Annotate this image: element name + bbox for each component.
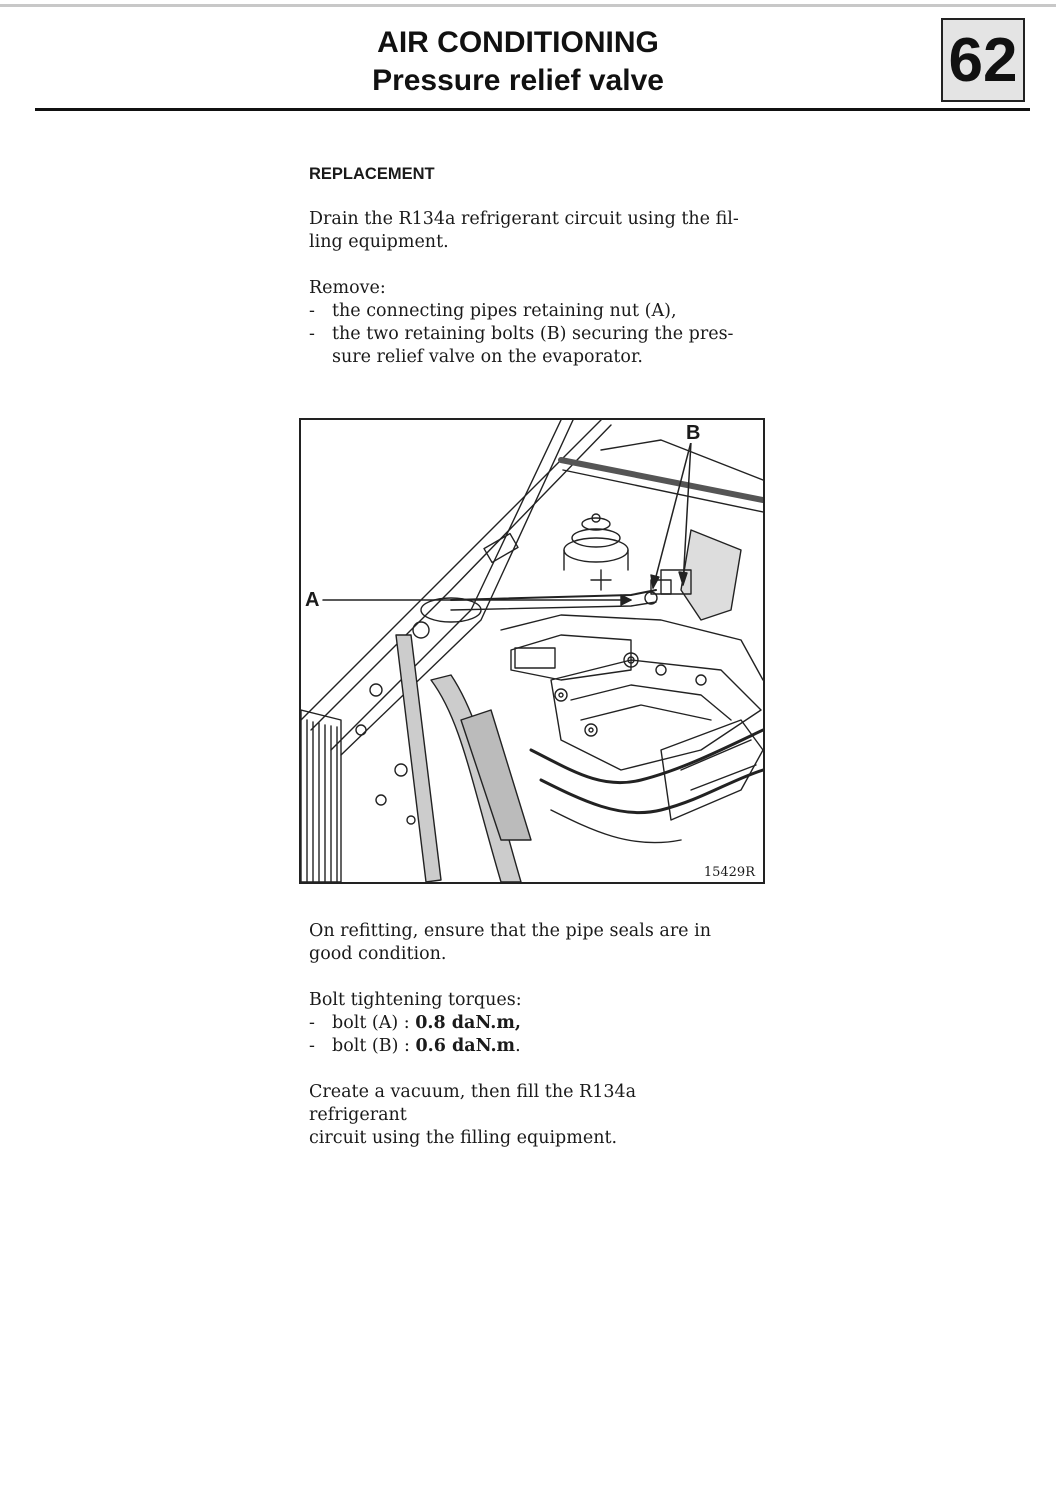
refit-line-1: On refitting, ensure that the pipe seals are in [309,921,711,941]
remove-intro: Remove: [309,278,386,298]
page-header [268,24,768,100]
list-item [309,1035,739,1058]
top-border [0,4,1056,7]
torque-intro: Bolt tightening torques: [309,990,522,1010]
torque-label: bolt (A) : [332,1013,416,1033]
refitting-section [309,920,739,1150]
refit-instruction [309,920,739,966]
list-dash: - [309,324,315,344]
section-heading: REPLACEMENT [309,165,435,183]
engine-bay-drawing [301,420,763,882]
torque-label: bolt (B) : [332,1036,416,1056]
vacuum-line-2: circuit using the filling equipment. [309,1128,618,1148]
header-divider [35,108,1030,111]
figure-reference: 15429R [703,865,755,880]
drain-line-1: Drain the R134a refrigerant circuit using the fil- [309,209,739,229]
list-item-text: sure relief valve on the evaporator. [332,347,643,367]
chapter-title: AIR CONDITIONING [377,26,659,59]
drain-line-2: ling equipment. [309,232,449,252]
refit-line-2: good condition. [309,944,447,964]
replacement-section [309,163,739,369]
list-item [309,323,739,369]
torque-value: 0.8 daN.m, [415,1013,521,1033]
vacuum-line-1: Create a vacuum, then fill the R134a refrigerant [309,1082,637,1125]
list-dash: - [309,301,315,321]
vacuum-instruction [309,1081,739,1150]
torque-suffix: . [515,1036,521,1056]
page-title: Pressure relief valve [372,64,664,97]
torque-value: 0.6 daN.m [415,1036,516,1056]
drain-instruction [309,208,739,254]
label-a: A [305,589,320,611]
label-b: B [686,422,701,444]
list-item [309,1012,739,1035]
section-number-badge: 62 [941,18,1025,102]
list-dash: - [309,1036,315,1056]
list-item-text: the two retaining bolts (B) securing the pres- [332,324,734,344]
list-item [309,300,739,323]
list-item-text: the connecting pipes retaining nut (A), [332,301,677,321]
engine-bay-illustration [299,418,765,884]
list-dash: - [309,1013,315,1033]
